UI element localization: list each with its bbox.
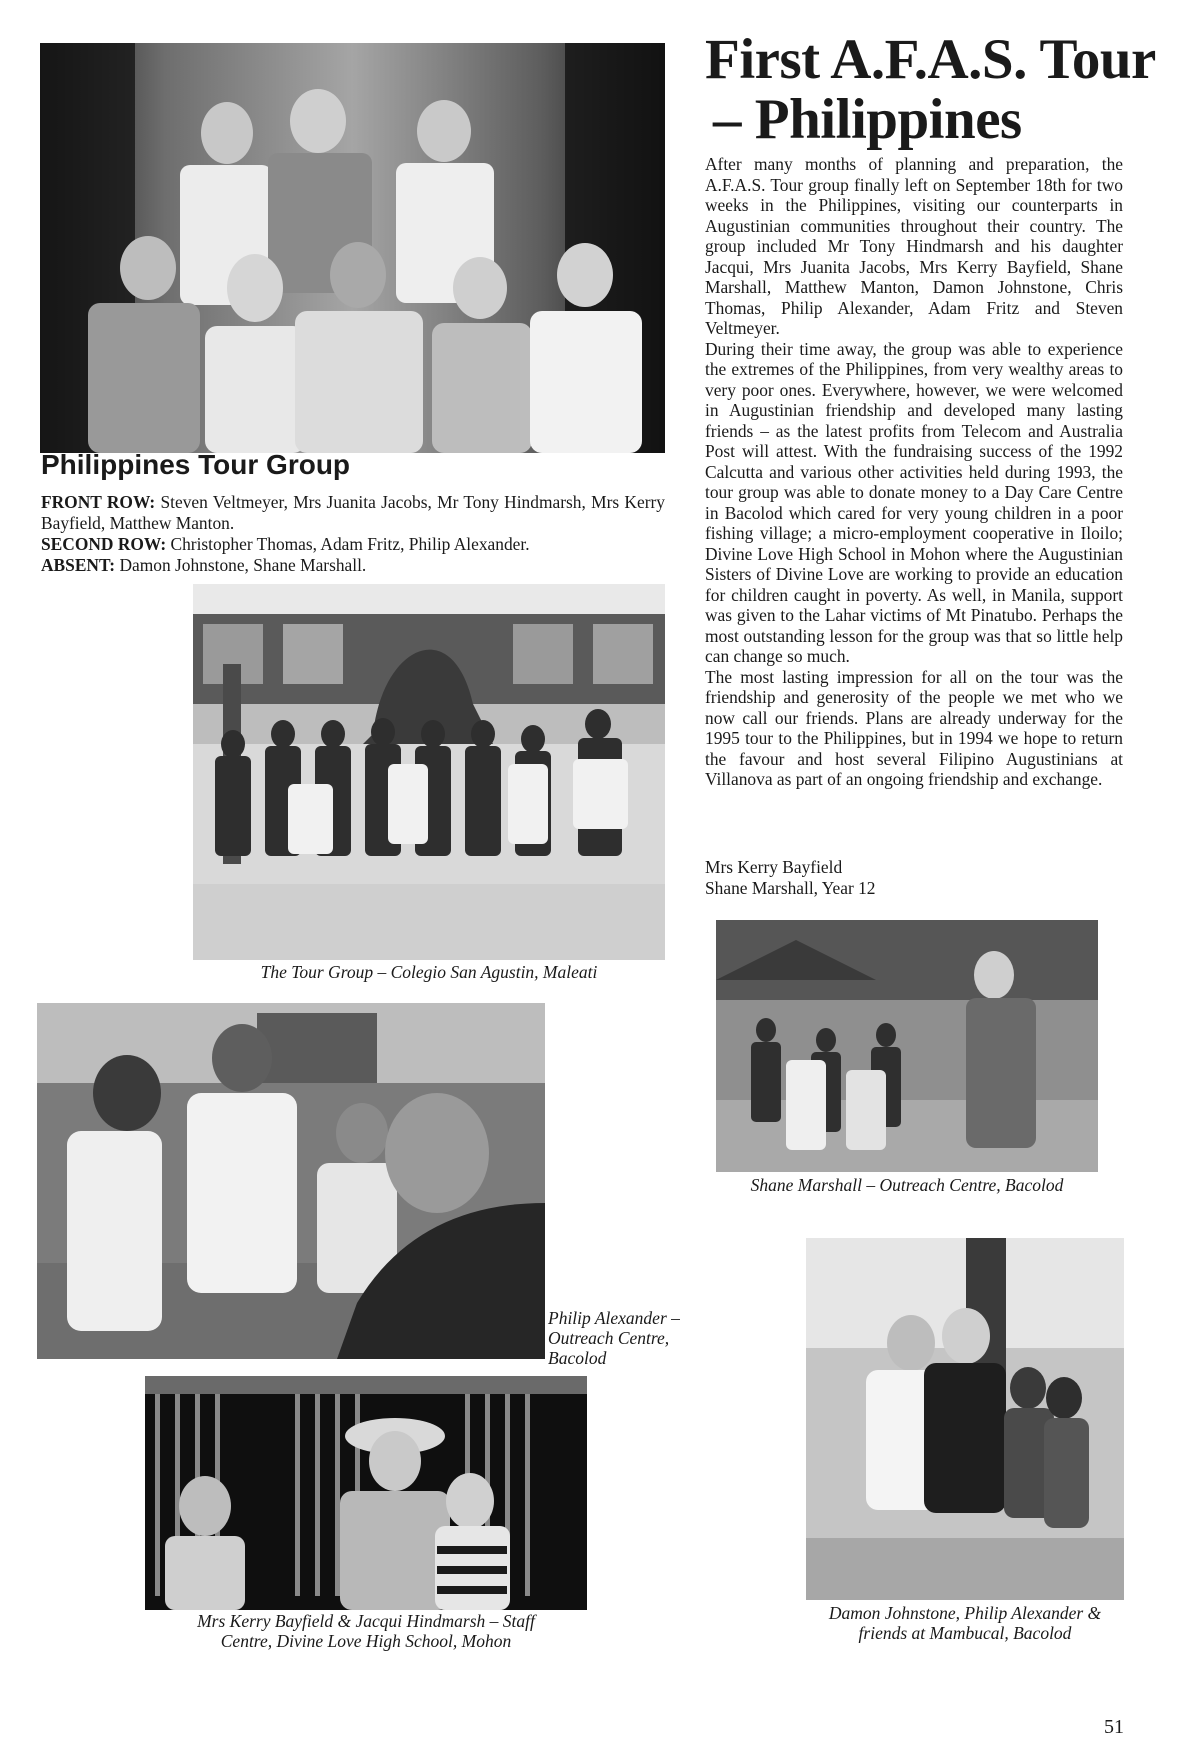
group-portrait-photo	[40, 43, 665, 453]
article-title	[705, 30, 1165, 150]
group-photo-heading: Philippines Tour Group	[41, 449, 351, 480]
article-signoff	[705, 857, 1123, 899]
article-paragraph: The most lasting impression for all on the tour was the friendship and generosity of the people we met who we now call our friends. Plans are already underway for the 1995 tour to the Philippines, but in 1994 we hope to return the favour and host several Filipino Augustinians at Villanova as part of an ongoing friendship and exchange.	[705, 666, 1123, 789]
caption-damon-line: Damon Johnstone, Philip Alexander &	[828, 1603, 1102, 1623]
front-row-line	[41, 492, 665, 534]
author-2: Shane Marshall, Year 12	[705, 878, 876, 898]
philip-alexander-photo	[37, 1003, 545, 1359]
caption-philip-line: Philip Alexander –	[548, 1308, 680, 1328]
caption-shane-marshall: Shane Marshall – Outreach Centre, Bacolod	[750, 1175, 1064, 1195]
caption-damon-line: friends at Mambucal, Bacolod	[858, 1623, 1072, 1643]
front-row-names: Steven Veltmeyer, Mrs Juanita Jacobs, Mr Tony Hindmarsh, Mrs Kerry Bayfield, Matthew Manton.	[41, 492, 665, 533]
caption-damon-johnstone	[790, 1603, 1140, 1643]
title-line-1: First A.F.A.S. Tour	[705, 28, 1156, 91]
front-row-label: FRONT ROW:	[41, 492, 156, 512]
author-1: Mrs Kerry Bayfield	[705, 857, 843, 877]
caption-philip-line: Outreach Centre,	[548, 1328, 670, 1348]
article-paragraph: After many months of planning and preparation, the A.F.A.S. Tour group finally left on September 18th for two weeks in the Philippines, visiting our counterparts in Augustinian communities throughout their country. The group included Mr Tony Hindmarsh and his daughter Jacqui, Mrs Juanita Jacobs, Mrs Kerry Bayfield, Shane Marshall, Matthew Manton, Damon Johnstone, Chris Thomas, Philip Alexander, Adam Fritz and Steven Veltmeyer.	[705, 154, 1123, 338]
absent-line	[41, 555, 665, 576]
second-row-label: SECOND ROW:	[41, 534, 167, 554]
title-line-2: – Philippines	[713, 88, 1022, 151]
shane-marshall-photo	[716, 920, 1098, 1172]
article-body	[705, 154, 1123, 790]
kerry-bayfield-photo	[145, 1376, 587, 1610]
tour-group-photo	[193, 584, 665, 960]
absent-names: Damon Johnstone, Shane Marshall.	[119, 555, 367, 575]
caption-philip-alexander	[548, 1308, 748, 1368]
caption-kerry-line: Mrs Kerry Bayfield & Jacqui Hindmarsh – Staff	[197, 1611, 535, 1631]
caption-philip-line: Bacolod	[548, 1348, 607, 1368]
caption-kerry-line: Centre, Divine Love High School, Mohon	[220, 1631, 512, 1651]
caption-kerry-bayfield	[145, 1611, 587, 1651]
second-row-names: Christopher Thomas, Adam Fritz, Philip Alexander.	[170, 534, 530, 554]
absent-label: ABSENT:	[41, 555, 116, 575]
damon-johnstone-photo	[806, 1238, 1124, 1600]
article-paragraph: During their time away, the group was able to experience the extremes of the Philippines, from very wealthy areas to very poor ones. Everywhere, however, we were welcomed in Augustinian friendship and developed many lasting friends – as the latest profits from Telecom and Australia Post will attest. With the fundraising success of the 1992 Calcutta and various other activities held during 1993, the tour group was able to donate money to a Day Care Centre in Bacolod which cared for very young children in a poor fishing village; a micro-employment cooperative in Iloilo; Divine Love High School in Mohon where the Augustinian Sisters of Divine Love are working to provide an education for children caught in poverty. As well, in Manila, support was given to the Lahar victims of Mt Pinatubo. Perhaps the most outstanding lesson for the group was that so little help can change so much.	[705, 338, 1123, 666]
second-row-line	[41, 534, 665, 555]
page-number: 51	[1104, 1716, 1124, 1738]
group-photo-names	[41, 492, 665, 576]
caption-tour-group: The Tour Group – Colegio San Agustin, Maleati	[260, 962, 598, 982]
